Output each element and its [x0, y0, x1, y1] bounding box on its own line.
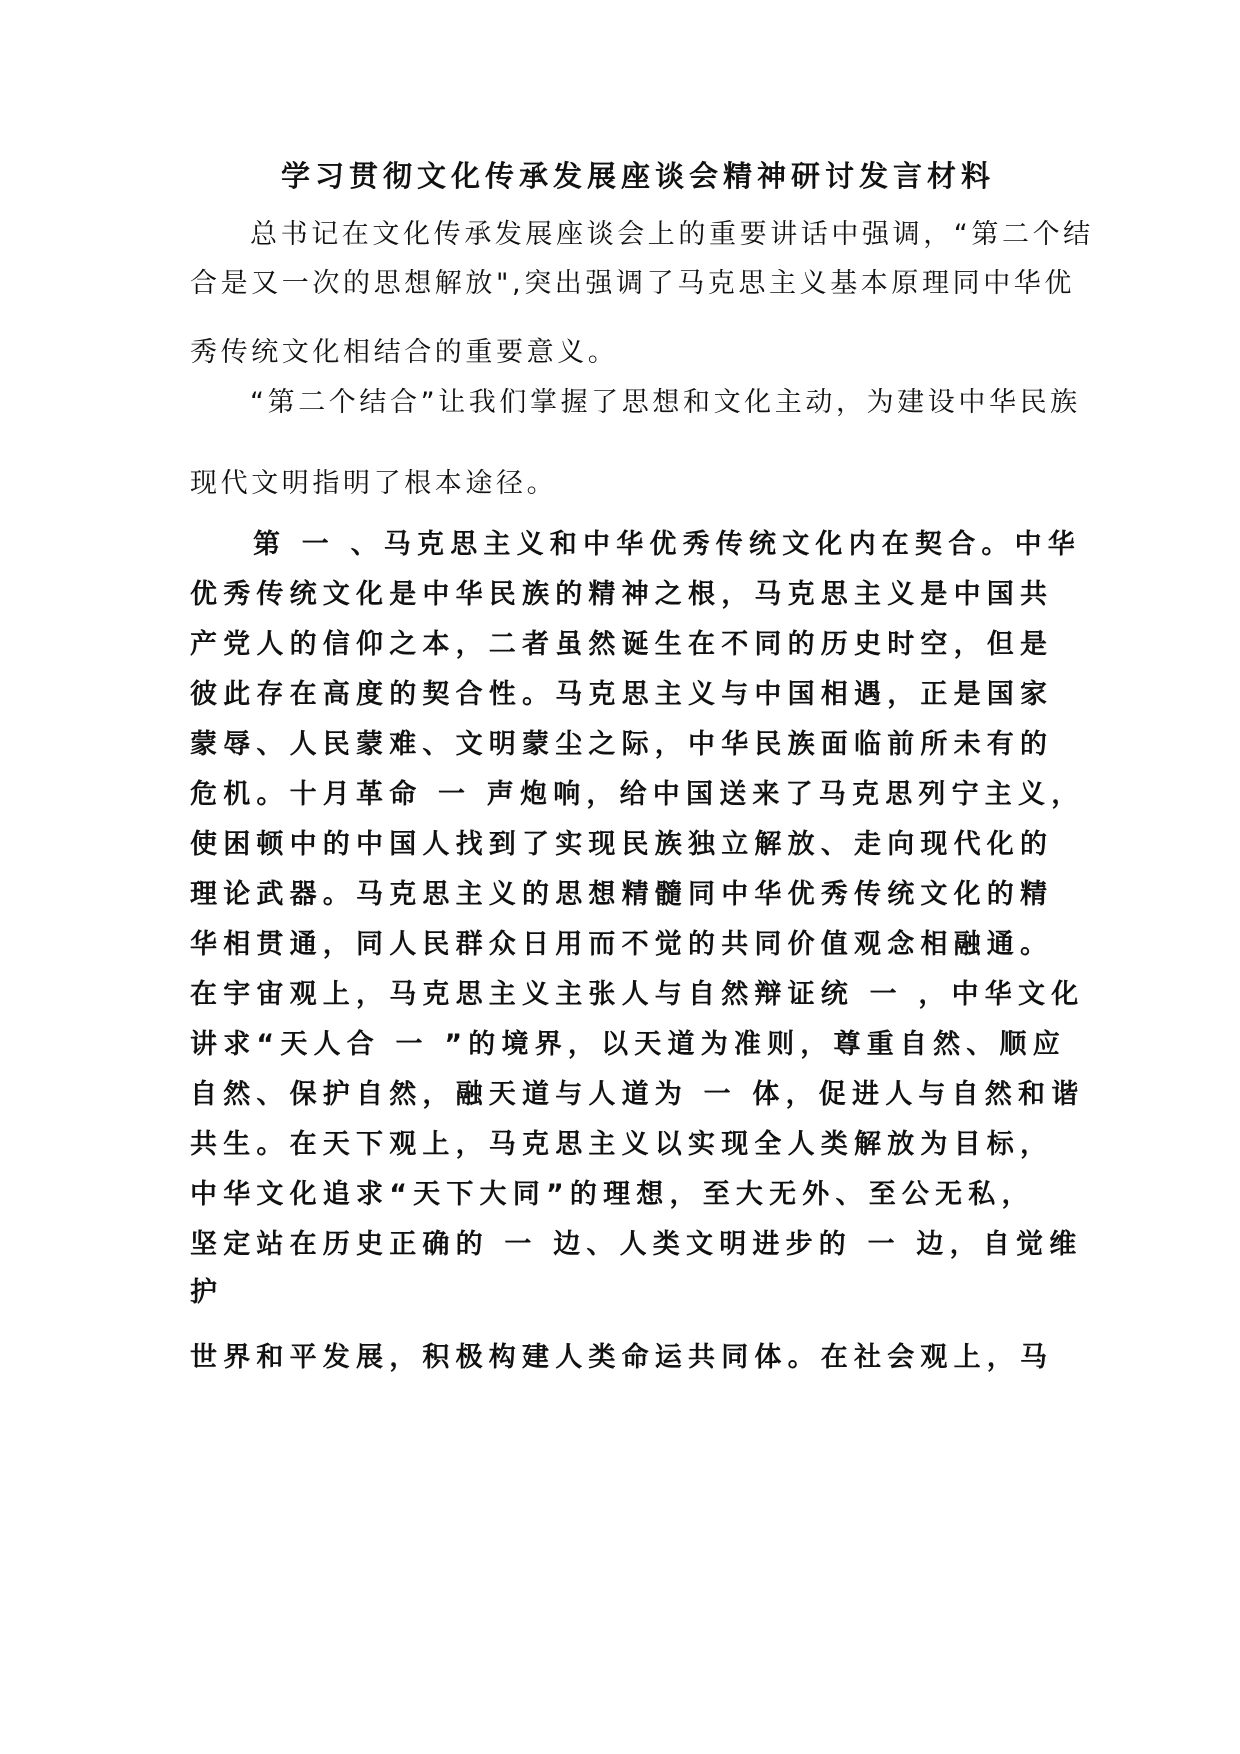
section-line: 危机。十月革命 一 声炮响，给中国送来了马克思列宁主义，	[190, 779, 1085, 810]
intro-line: 秀传统文化相结合的重要意义。	[190, 337, 619, 368]
section-line: 理论武器。马克思主义的思想精髓同中华优秀传统文化的精	[190, 879, 1054, 910]
section-line: 自然、保护自然，融天道与人道为 一 体，促进人与自然和谐	[190, 1079, 1085, 1110]
section-line: 彼此存在高度的契合性。马克思主义与中国相遇，正是国家	[190, 679, 1054, 710]
intro-line: “第二个结合”让我们掌握了思想和文化主动，为建设中华民族	[250, 387, 1081, 418]
section-line: 优秀传统文化是中华民族的精神之根，马克思主义是中国共	[190, 579, 1054, 610]
intro-line: 总书记在文化传承发展座谈会上的重要讲话中强调，“第二个结	[250, 219, 1094, 250]
intro-line: 合是又一次的思想解放",突出强调了马克思主义基本原理同中华优	[190, 268, 1075, 299]
section-line: 在宇宙观上，马克思主义主张人与自然辩证统 一 ，中华文化	[190, 979, 1085, 1010]
document-title: 学习贯彻文化传承发展座谈会精神研讨发言材料	[280, 159, 995, 193]
section-line: 坚定站在历史正确的 一 边、人类文明进步的 一 边，自觉维	[190, 1229, 1083, 1260]
section-line: 华相贯通，同人民群众日用而不觉的共同价值观念相融通。	[190, 929, 1054, 960]
intro-line: 现代文明指明了根本途径。	[190, 468, 558, 499]
section-line: 中华文化追求“天下大同”的理想，至大无外、至公无私，	[190, 1179, 1035, 1210]
section-line: 讲求“天人合 一 ”的境界，以天道为准则，尊重自然、顺应	[190, 1029, 1066, 1060]
section-line: 世界和平发展，积极构建人类命运共同体。在社会观上，马	[190, 1342, 1054, 1373]
section-line: 第 一 、马克思主义和中华优秀传统文化内在契合。中华	[253, 529, 1081, 560]
section-line: 产党人的信仰之本，二者虽然诞生在不同的历史时空，但是	[190, 629, 1054, 660]
section-line: 护	[190, 1277, 224, 1308]
section-line: 共生。在天下观上，马克思主义以实现全人类解放为目标，	[190, 1129, 1054, 1160]
section-line: 蒙辱、人民蒙难、文明蒙尘之际，中华民族面临前所未有的	[190, 729, 1054, 760]
section-line: 使困顿中的中国人找到了实现民族独立解放、走向现代化的	[190, 829, 1054, 860]
